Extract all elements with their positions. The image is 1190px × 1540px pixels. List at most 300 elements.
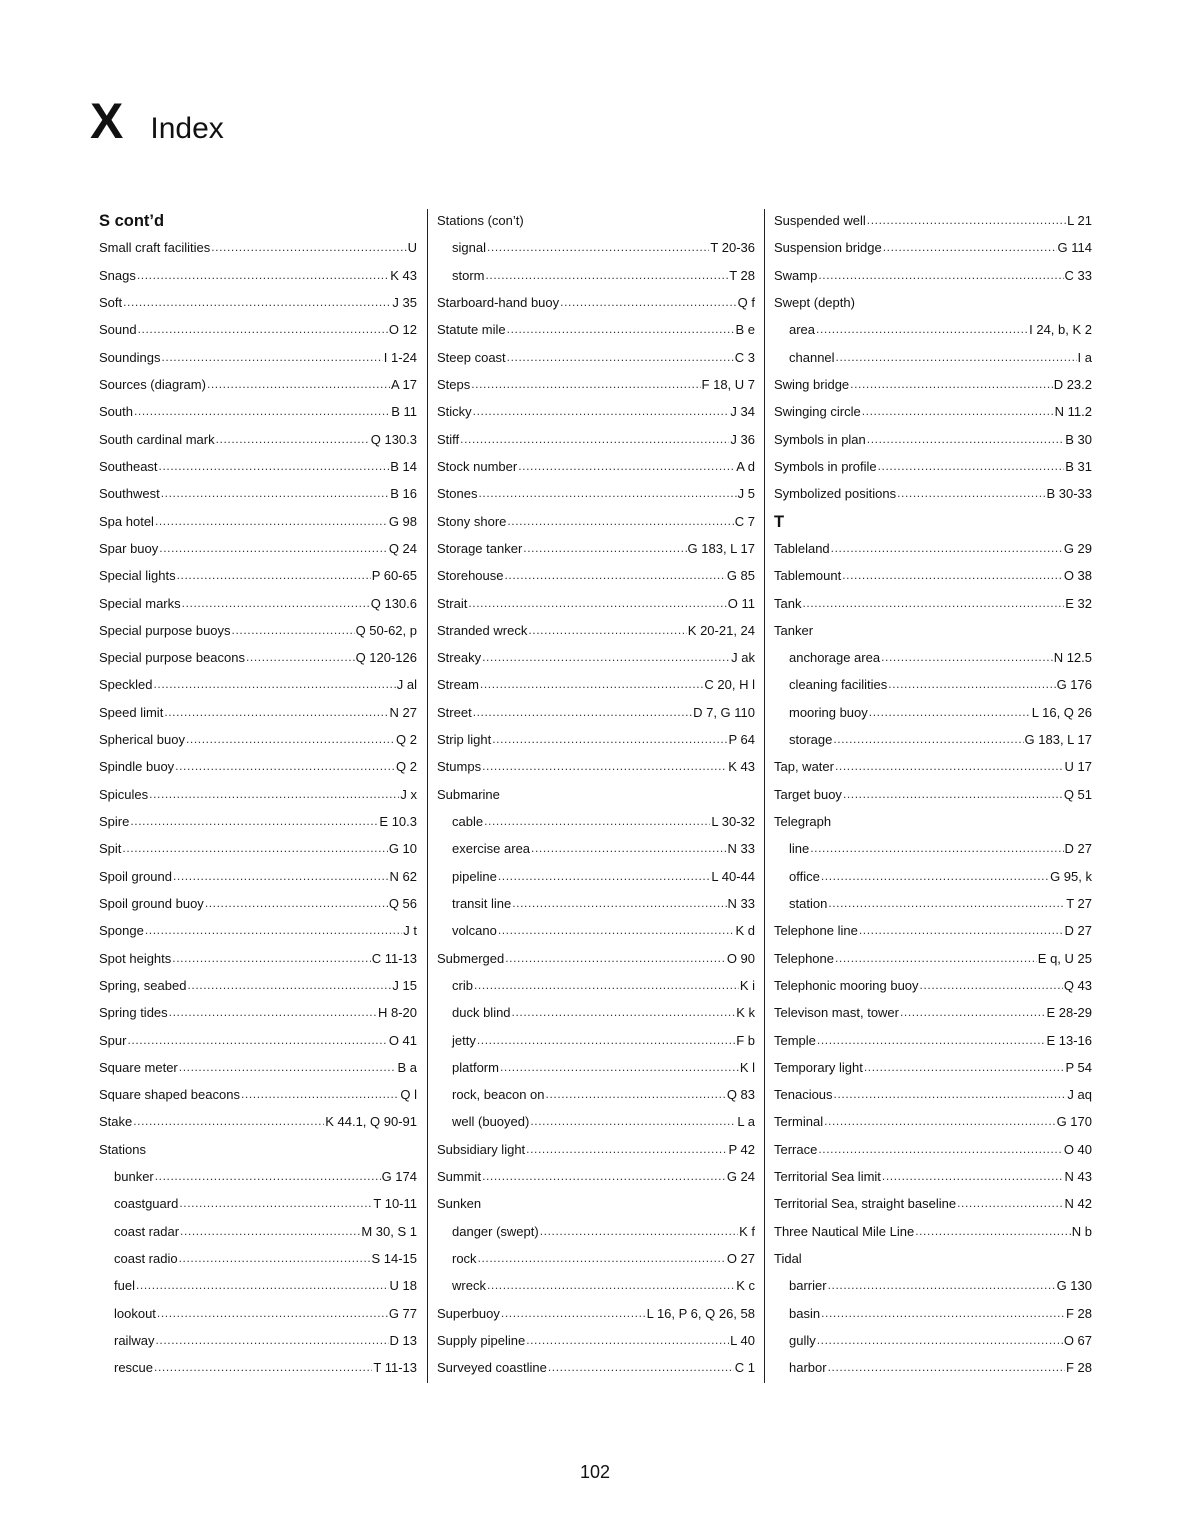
index-term: Square shaped beacons xyxy=(99,1087,240,1103)
index-reference: L 16, P 6, Q 26, 58 xyxy=(646,1305,755,1321)
index-reference: N 27 xyxy=(389,704,417,720)
index-reference: Q f xyxy=(737,295,755,311)
index-subentry xyxy=(99,1354,417,1381)
dot-leader xyxy=(478,486,736,501)
index-entry xyxy=(774,972,1092,999)
index-term: Tableland xyxy=(774,540,830,556)
index-entry xyxy=(99,644,417,671)
dot-leader xyxy=(915,1224,1071,1239)
dot-leader xyxy=(187,978,391,993)
index-entry xyxy=(437,453,755,480)
index-term: Subsidiary light xyxy=(437,1141,526,1157)
index-term: Target buoy xyxy=(774,786,842,802)
index-reference: B 30-33 xyxy=(1046,486,1092,502)
index-reference: K f xyxy=(739,1223,755,1239)
index-term: wreck xyxy=(452,1278,486,1294)
index-term: Spa hotel xyxy=(99,513,154,529)
index-entry xyxy=(99,726,417,753)
dot-leader xyxy=(842,568,1063,583)
dot-leader xyxy=(175,759,395,774)
dot-leader xyxy=(179,1060,397,1075)
index-entry xyxy=(437,344,755,371)
index-term: Spindle buoy xyxy=(99,759,175,775)
index-subentry xyxy=(774,699,1092,726)
index-entry xyxy=(437,1163,755,1190)
index-reference: E q, U 25 xyxy=(1037,950,1092,966)
dot-leader xyxy=(177,568,371,583)
index-term: Temple xyxy=(774,1032,816,1048)
index-term: pipeline xyxy=(452,868,497,884)
index-reference: H 8-20 xyxy=(377,1005,417,1021)
index-entry xyxy=(774,589,1092,616)
index-reference: C 11-13 xyxy=(371,950,417,966)
index-reference: K d xyxy=(735,923,755,939)
index-reference: O 40 xyxy=(1063,1141,1092,1157)
index-reference: P 60-65 xyxy=(371,568,417,584)
index-reference: G 85 xyxy=(726,568,755,584)
index-subentry xyxy=(437,1108,755,1135)
index-entry xyxy=(437,507,755,534)
index-entry xyxy=(437,944,755,971)
index-entry xyxy=(774,535,1092,562)
dot-leader xyxy=(546,1087,726,1102)
index-entry xyxy=(437,1300,755,1327)
index-reference: J 5 xyxy=(737,486,755,502)
page-number: 102 xyxy=(579,1462,611,1482)
index-section-heading xyxy=(774,507,1092,534)
index-term: Sound xyxy=(99,322,137,338)
dot-leader xyxy=(501,1306,646,1321)
index-reference: N b xyxy=(1071,1223,1092,1239)
index-term: Summit xyxy=(437,1169,482,1185)
index-entry xyxy=(774,999,1092,1026)
index-subentry xyxy=(774,1327,1092,1354)
dot-leader xyxy=(157,1306,388,1321)
dot-leader xyxy=(531,841,726,856)
index-entry xyxy=(99,835,417,862)
index-term: Telephone line xyxy=(774,923,858,939)
index-entry xyxy=(99,1054,417,1081)
index-term: anchorage area xyxy=(789,650,881,666)
index-entry xyxy=(437,1327,755,1354)
index-reference: Q 2 xyxy=(396,759,417,775)
index-term: Spire xyxy=(99,814,130,830)
index-term: barrier xyxy=(789,1278,827,1294)
index-entry xyxy=(437,726,755,753)
index-entry xyxy=(99,972,417,999)
index-entry xyxy=(774,453,1092,480)
index-reference: D 27 xyxy=(1064,841,1092,857)
index-reference: F 28 xyxy=(1065,1360,1092,1376)
index-term: South xyxy=(99,404,133,420)
dot-leader xyxy=(484,814,710,829)
dot-leader xyxy=(507,514,733,529)
index-entry xyxy=(774,1245,1092,1272)
index-reference: G 183, L 17 xyxy=(687,540,755,556)
index-term: Southwest xyxy=(99,486,160,502)
index-reference: G 170 xyxy=(1056,1114,1092,1130)
dot-leader xyxy=(134,404,390,419)
index-subentry xyxy=(437,1054,755,1081)
dot-leader xyxy=(246,650,355,665)
index-reference: Q 2 xyxy=(396,732,417,748)
dot-leader xyxy=(155,1169,381,1184)
index-entry xyxy=(99,398,417,425)
index-entry xyxy=(99,316,417,343)
index-term: platform xyxy=(452,1059,499,1075)
index-term: Southeast xyxy=(99,458,158,474)
dot-leader xyxy=(241,1087,399,1102)
index-reference: T 20-36 xyxy=(710,240,755,256)
index-reference: O 90 xyxy=(726,950,755,966)
dot-leader xyxy=(530,1114,736,1129)
index-entry xyxy=(774,262,1092,289)
dot-leader xyxy=(802,596,1064,611)
index-term: Territorial Sea limit xyxy=(774,1169,881,1185)
dot-leader xyxy=(159,541,388,556)
dot-leader xyxy=(186,732,395,747)
dot-leader xyxy=(122,841,387,856)
index-entry xyxy=(99,1026,417,1053)
index-term: jetty xyxy=(452,1032,476,1048)
index-reference: L 16, Q 26 xyxy=(1031,704,1092,720)
index-entry xyxy=(774,207,1092,234)
dot-leader xyxy=(817,1033,1046,1048)
index-entry xyxy=(774,1218,1092,1245)
index-entry xyxy=(774,917,1092,944)
dot-leader xyxy=(179,1196,372,1211)
index-subentry xyxy=(774,671,1092,698)
index-entry xyxy=(99,699,417,726)
index-term: office xyxy=(789,868,820,884)
index-reference: D 27 xyxy=(1064,923,1092,939)
index-term: exercise area xyxy=(452,841,531,857)
index-term: crib xyxy=(452,977,473,993)
index-subentry xyxy=(774,890,1092,917)
page-header xyxy=(90,92,224,150)
index-term: Tablemount xyxy=(774,568,842,584)
index-subentry xyxy=(774,863,1092,890)
index-reference: I 1-24 xyxy=(383,349,417,365)
index-term: Spoil ground xyxy=(99,868,172,884)
index-reference: B 16 xyxy=(390,486,417,502)
index-term: Special purpose beacons xyxy=(99,650,245,666)
index-entry xyxy=(99,671,417,698)
dot-leader xyxy=(821,869,1049,884)
index-term: Statute mile xyxy=(437,322,506,338)
index-reference: U xyxy=(407,240,417,256)
index-term: Tenacious xyxy=(774,1087,833,1103)
index-reference: Q 83 xyxy=(726,1087,755,1103)
index-reference: U 18 xyxy=(389,1278,417,1294)
index-reference: Q 43 xyxy=(1063,977,1092,993)
index-term: Sponge xyxy=(99,923,144,939)
index-subentry xyxy=(437,262,755,289)
index-entry xyxy=(437,644,755,671)
index-reference: J aq xyxy=(1067,1087,1092,1103)
index-subentry xyxy=(437,999,755,1026)
index-term: Swept (depth) xyxy=(774,295,855,311)
index-reference: K 43 xyxy=(390,267,417,283)
dot-leader xyxy=(548,1360,734,1375)
index-reference: E 28-29 xyxy=(1046,1005,1092,1021)
index-reference: P 64 xyxy=(728,732,755,748)
index-reference: E 10.3 xyxy=(379,814,417,830)
index-term: line xyxy=(789,841,810,857)
dot-leader xyxy=(505,951,726,966)
index-subentry xyxy=(437,1026,755,1053)
index-entry xyxy=(437,316,755,343)
index-entry xyxy=(437,562,755,589)
index-reference: N 42 xyxy=(1064,1196,1092,1212)
index-term: gully xyxy=(789,1332,816,1348)
index-term: basin xyxy=(789,1305,821,1321)
dot-leader xyxy=(468,596,726,611)
dot-leader xyxy=(482,650,730,665)
index-term: S cont’d xyxy=(99,212,165,231)
index-entry xyxy=(774,1163,1092,1190)
dot-leader xyxy=(205,896,388,911)
index-entry xyxy=(99,480,417,507)
index-term: Stiff xyxy=(437,431,460,447)
dot-leader xyxy=(888,677,1055,692)
index-term: storage xyxy=(789,732,833,748)
index-term: fuel xyxy=(114,1278,135,1294)
index-term: Special marks xyxy=(99,595,181,611)
dot-leader xyxy=(159,459,390,474)
index-reference: D 23.2 xyxy=(1053,377,1092,393)
index-term: Stake xyxy=(99,1114,133,1130)
index-entry xyxy=(99,917,417,944)
index-term: Snags xyxy=(99,267,136,283)
dot-leader xyxy=(173,869,389,884)
index-entry xyxy=(774,289,1092,316)
index-reference: G 29 xyxy=(1063,540,1092,556)
index-reference: B a xyxy=(397,1059,417,1075)
dot-leader xyxy=(957,1196,1063,1211)
index-entry xyxy=(437,781,755,808)
dot-leader xyxy=(817,1333,1063,1348)
index-entry xyxy=(774,808,1092,835)
index-entry xyxy=(437,753,755,780)
index-term: transit line xyxy=(452,895,512,911)
index-entry xyxy=(774,1136,1092,1163)
index-term: Spot heights xyxy=(99,950,172,966)
index-reference: F 28 xyxy=(1065,1305,1092,1321)
index-entry xyxy=(437,371,755,398)
dot-leader xyxy=(507,322,735,337)
index-term: Sunken xyxy=(437,1196,482,1212)
index-reference: U 17 xyxy=(1064,759,1092,775)
index-term: coast radio xyxy=(114,1251,178,1267)
dot-leader xyxy=(828,1278,1056,1293)
index-entry xyxy=(774,1026,1092,1053)
index-reference: K 20-21, 24 xyxy=(687,622,755,638)
index-reference: K i xyxy=(739,977,755,993)
index-reference: N 33 xyxy=(727,895,755,911)
dot-leader xyxy=(180,1224,360,1239)
index-term: Starboard-hand buoy xyxy=(437,295,560,311)
index-entry xyxy=(437,1354,755,1381)
index-term: Soundings xyxy=(99,349,161,365)
index-term: Superbuoy xyxy=(437,1305,500,1321)
index-reference: Q 51 xyxy=(1063,786,1092,802)
dot-leader xyxy=(818,268,1063,283)
index-column-3 xyxy=(774,207,1092,1383)
index-reference: J x xyxy=(400,786,417,802)
index-section-heading xyxy=(99,207,417,234)
index-reference: J al xyxy=(396,677,417,693)
dot-leader xyxy=(487,240,709,255)
index-reference: A 17 xyxy=(390,377,417,393)
dot-leader xyxy=(900,1005,1045,1020)
dot-leader xyxy=(169,1005,377,1020)
index-term: volcano xyxy=(452,923,497,939)
index-subentry xyxy=(437,1245,755,1272)
index-entry xyxy=(774,781,1092,808)
dot-leader xyxy=(518,459,735,474)
index-reference: I a xyxy=(1077,349,1092,365)
index-reference: N 11.2 xyxy=(1054,404,1092,420)
dot-leader xyxy=(137,268,389,283)
index-entry xyxy=(99,808,417,835)
index-reference: C 20, H l xyxy=(704,677,755,693)
dot-leader xyxy=(460,432,729,447)
index-term: Sticky xyxy=(437,404,472,420)
index-reference: B e xyxy=(735,322,755,338)
index-entry xyxy=(99,1136,417,1163)
dot-leader xyxy=(138,322,388,337)
dot-leader xyxy=(526,1142,727,1157)
index-subentry xyxy=(774,1300,1092,1327)
index-entry xyxy=(774,398,1092,425)
index-term: Swinging circle xyxy=(774,404,861,420)
index-term: Tidal xyxy=(774,1251,802,1267)
index-entry xyxy=(437,480,755,507)
index-term: railway xyxy=(114,1332,155,1348)
index-reference: J 36 xyxy=(730,431,755,447)
index-entry xyxy=(99,562,417,589)
dot-leader xyxy=(207,377,390,392)
dot-leader xyxy=(897,486,1045,501)
index-term: Telegraph xyxy=(774,814,832,830)
index-term: Special purpose buoys xyxy=(99,622,231,638)
dot-leader xyxy=(836,350,1077,365)
index-entry xyxy=(99,507,417,534)
dot-leader xyxy=(154,1360,372,1375)
index-reference: K 44.1, Q 90-91 xyxy=(325,1114,417,1130)
index-reference: L 30-32 xyxy=(711,814,755,830)
index-reference: O 67 xyxy=(1063,1332,1092,1348)
index-reference: F b xyxy=(736,1032,755,1048)
index-entry xyxy=(774,562,1092,589)
dot-leader xyxy=(528,623,686,638)
index-reference: B 30 xyxy=(1065,431,1092,447)
dot-leader xyxy=(161,486,390,501)
index-reference: J 15 xyxy=(392,977,417,993)
dot-leader xyxy=(869,705,1031,720)
index-term: Tank xyxy=(774,595,802,611)
index-reference: C 33 xyxy=(1064,267,1092,283)
index-entry xyxy=(99,371,417,398)
index-entry xyxy=(99,781,417,808)
index-term: Stations (con’t) xyxy=(437,213,524,229)
index-entry xyxy=(774,480,1092,507)
index-term: Submerged xyxy=(437,950,505,966)
index-reference: N 33 xyxy=(727,841,755,857)
index-term: cleaning facilities xyxy=(789,677,888,693)
index-subentry xyxy=(437,835,755,862)
index-reference: D 13 xyxy=(389,1332,417,1348)
index-entry xyxy=(437,426,755,453)
index-term: area xyxy=(789,322,816,338)
dot-leader xyxy=(498,923,735,938)
index-reference: L a xyxy=(737,1114,755,1130)
index-entry xyxy=(99,535,417,562)
index-entry xyxy=(437,1136,755,1163)
index-reference: G 176 xyxy=(1056,677,1092,693)
index-reference: F 18, U 7 xyxy=(701,377,755,393)
index-reference: O 12 xyxy=(388,322,417,338)
index-entry xyxy=(99,453,417,480)
dot-leader xyxy=(487,1278,735,1293)
index-term: Terrace xyxy=(774,1141,818,1157)
dot-leader xyxy=(492,732,727,747)
index-entry xyxy=(774,426,1092,453)
index-term: bunker xyxy=(114,1169,154,1185)
index-entry xyxy=(774,234,1092,261)
index-reference: N 43 xyxy=(1064,1169,1092,1185)
index-subentry xyxy=(774,835,1092,862)
dot-leader xyxy=(155,1333,388,1348)
index-reference: T 28 xyxy=(729,267,755,283)
dot-leader xyxy=(478,1251,726,1266)
index-term: Suspended well xyxy=(774,213,866,229)
index-entry xyxy=(99,863,417,890)
index-term: Tap, water xyxy=(774,759,834,775)
index-term: Stations xyxy=(99,1141,146,1157)
index-term: Telephone xyxy=(774,950,834,966)
index-subentry xyxy=(99,1272,417,1299)
index-reference: G 174 xyxy=(381,1169,417,1185)
index-term: Speed limit xyxy=(99,704,164,720)
index-subentry xyxy=(437,1081,755,1108)
index-term: Special lights xyxy=(99,568,176,584)
dot-leader xyxy=(471,377,700,392)
index-term: rock, beacon on xyxy=(452,1087,545,1103)
index-term: well (buoyed) xyxy=(452,1114,530,1130)
index-subentry xyxy=(437,917,755,944)
index-entry xyxy=(774,1054,1092,1081)
index-reference: P 42 xyxy=(728,1141,755,1157)
index-term: rock xyxy=(452,1251,477,1267)
dot-leader xyxy=(477,1033,735,1048)
index-reference: O 38 xyxy=(1063,568,1092,584)
index-entry xyxy=(774,753,1092,780)
dot-leader xyxy=(843,787,1063,802)
index-reference: K l xyxy=(739,1059,755,1075)
index-term: Submarine xyxy=(437,786,500,802)
index-reference: B 31 xyxy=(1065,458,1092,474)
index-reference: E 32 xyxy=(1065,595,1092,611)
index-reference: L 40 xyxy=(730,1332,755,1348)
index-term: Symbolized positions xyxy=(774,486,897,502)
section-letter: X xyxy=(90,93,125,149)
index-entry xyxy=(99,589,417,616)
page-title: Index xyxy=(150,112,224,145)
index-term: Tanker xyxy=(774,622,814,638)
index-term: Steep coast xyxy=(437,349,506,365)
